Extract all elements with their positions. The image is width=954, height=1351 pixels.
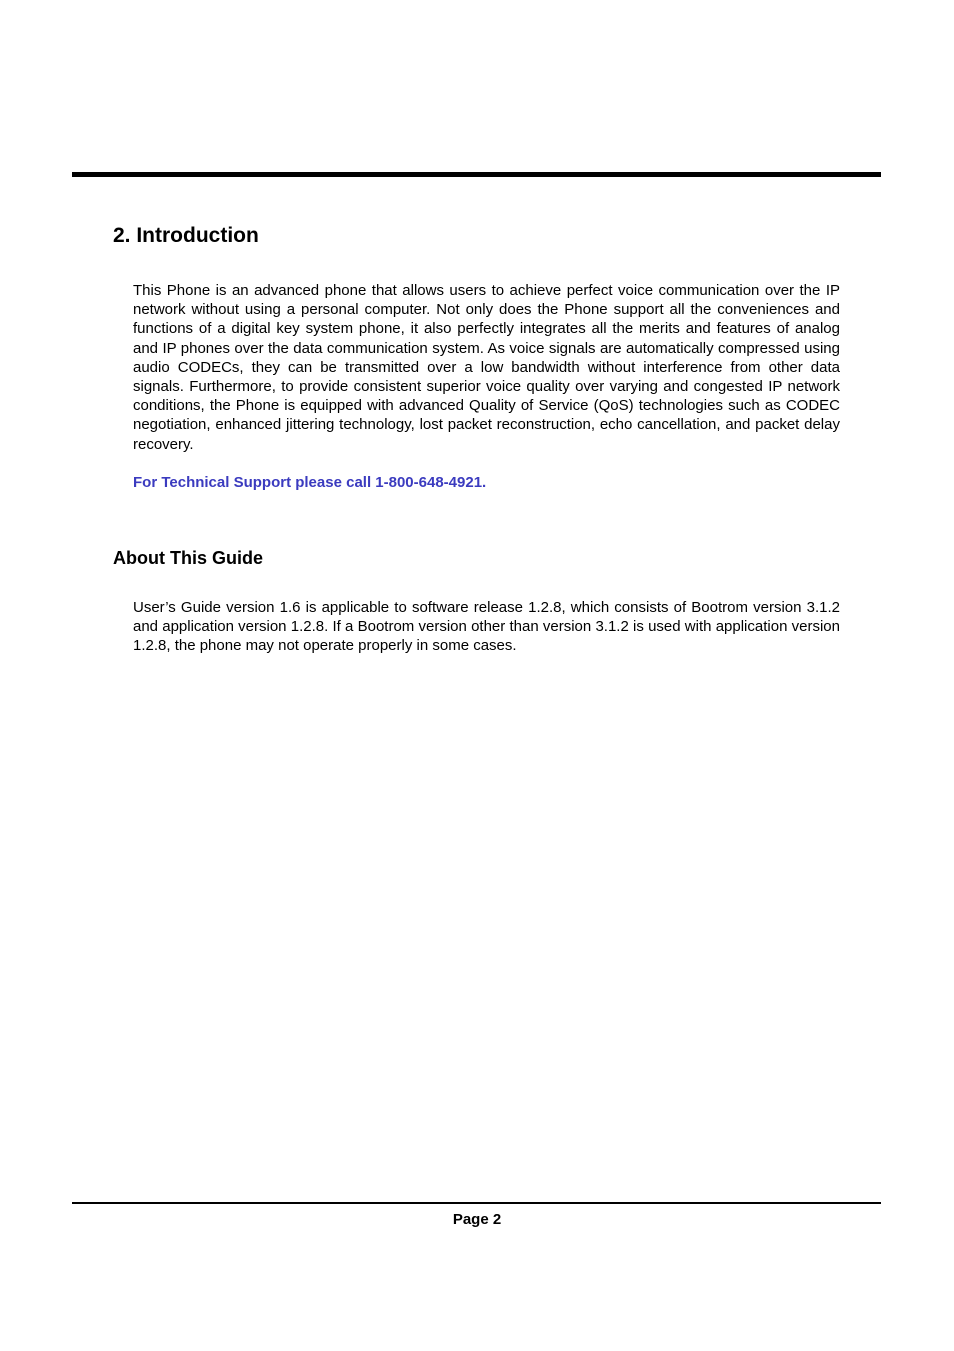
intro-paragraph: This Phone is an advanced phone that allows users to achieve perfect voice communication over the IP network without using a personal computer. Not only does the Phone support all the conveniences and functions of a digital key system phone, it also perfectly integrates all the merits and features of analog and IP phones over the data communication system. As voice signals are automatically compressed using audio CODECs, they can be transmitted over a low bandwidth without interference from other data signals. Furthermore, to provide consistent superior voice quality over varying and congested IP network conditions, the Phone is equipped with advanced Quality of Service (QoS) technologies such as CODEC negotiation, enhanced jittering technology, lost packet reconstruction, echo cancellation, and packet delay recovery. (133, 282, 840, 453)
technical-support-line (133, 473, 486, 492)
section-title: 2. Introduction (113, 224, 259, 247)
guide-title: About This Guide (113, 548, 263, 568)
footer-rule (72, 1202, 881, 1204)
technical-support-punct: . (482, 474, 487, 491)
header-rule (72, 172, 881, 177)
guide-paragraph: User’s Guide version 1.6 is applicable to software release 1.2.8, which consists of Bootrom version 3.1.2 and application version 1.2.8. If a Bootrom version other than version 3.1.2 is used with application version 1.2.8, the phone may not operate properly in some cases. (133, 599, 840, 655)
technical-support-text: For Technical Support please call 1-800-648-4921 (133, 474, 483, 491)
page-number: Page 2 (452, 1211, 502, 1228)
